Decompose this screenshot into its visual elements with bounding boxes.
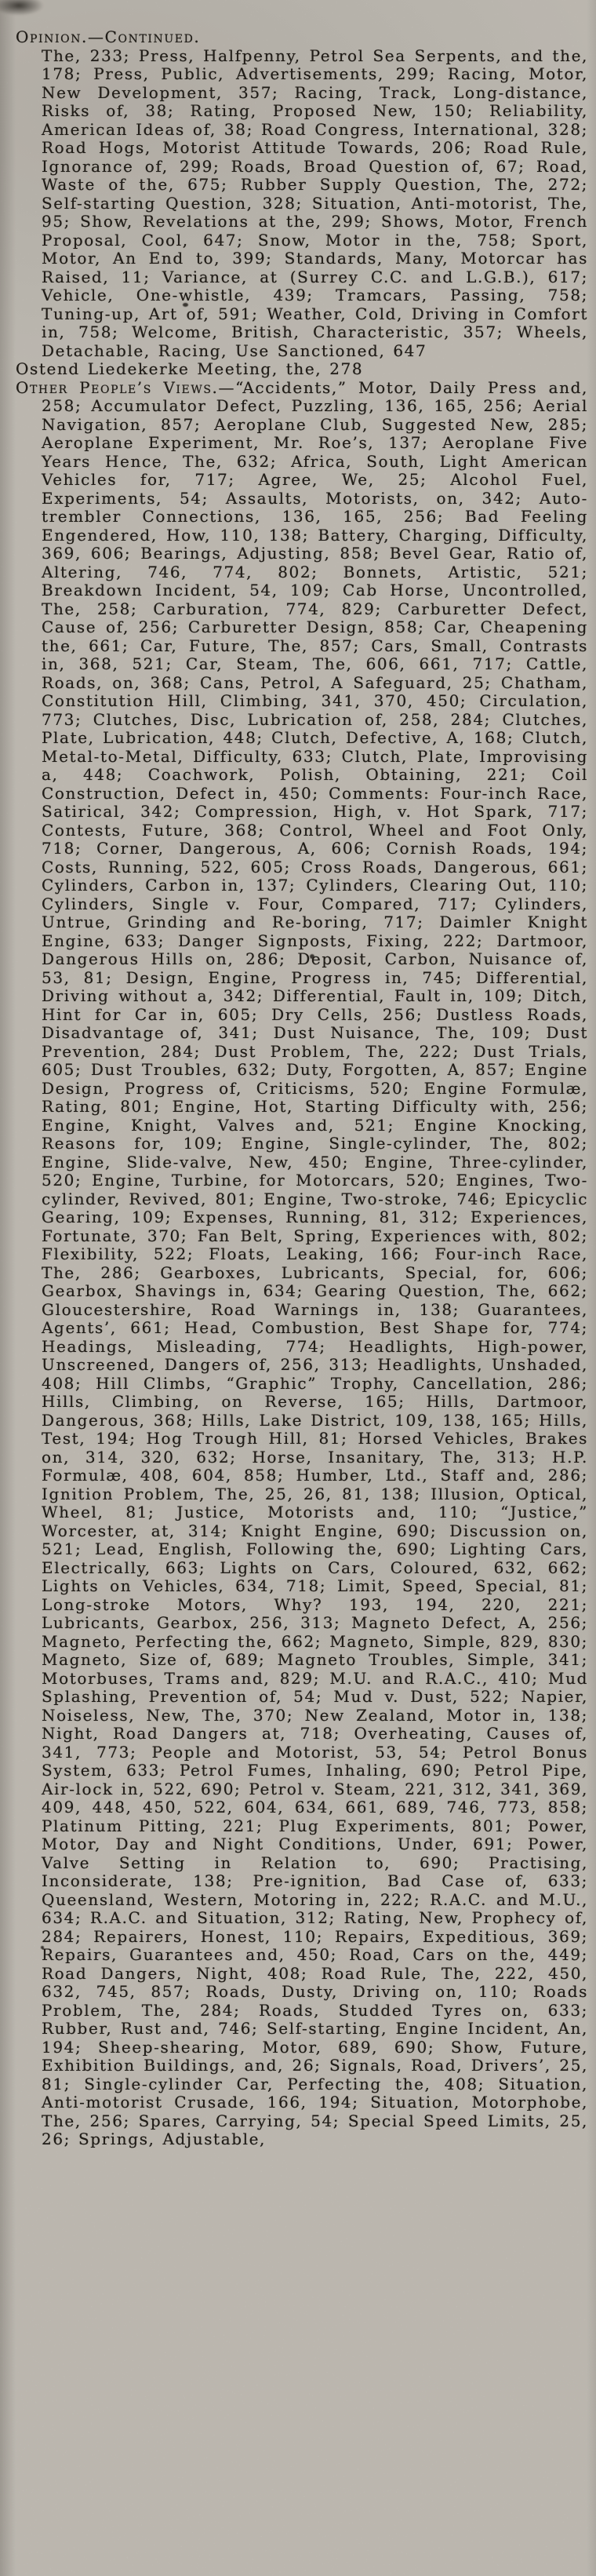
- entry-heading-opinion: Opinion.—Continued.: [16, 27, 201, 46]
- entry-body-other-peoples-views: “Accidents,” Motor, Daily Press and, 258; Accumulator Defect, Puzzling, 136, 165, 256; Aerial Navigation, 857; Aeroplane Club, Suggested New, 285; Aeroplane Experiment, Mr. Roe’s, 137; Aeroplane Five Years Hence, The, 632; Africa, South, Light American Vehicles for, 717; Agree, We, 25; Alcohol Fuel, Experiments, 54; Assaults, Motorists, on, 342; Auto-trembler Connections, 136, 165, 256; Bad Feeling Engendered, How, 110, 138; Battery, Charging, Difficulty, 369, 606; Bearings, Adjusting, 858; Bevel Gear, Ratio of, Altering, 746, 774, 802; Bonnets, Artistic, 521; Breakdown Incident, 54, 109; Cab Horse, Uncontrolled, The, 258; Carburation, 774, 829; Carburetter Defect, Cause of, 256; Carburetter Design, 858; Car, Cheapening the, 661; Car, Future, The, 857; Cars, Small, Contrasts in, 368, 521; Car, Steam, The, 606, 661, 717; Cattle, Roads, on, 368; Cans, Petrol, A Safeguard, 25; Chatham, Constitution Hill, Climbing, 341, 370, 450; Circulation, 773; Clutches, Disc, Lubrication of, 258, 284; Clutches, Plate, Lubrication, 448; Clutch, Defective, A, 168; Clutch, Metal-to-Metal, Difficulty, 633; Clutch, Plate, Improvising a, 448; Coachwork, Polish, Obtaining, 221; Coil Construction, Defect in, 450; Comments: Four-inch Race, Satirical, 342; Compression, High, v. Hot Spark, 717; Contests, Future, 368; Control, Wheel and Foot Only, 718; Corner, Dangerous, A, 606; Cornish Roads, 194; Costs, Running, 522, 605; Cross Roads, Dangerous, 661; Cylinders, Carbon in, 137; Cylinders, Clearing Out, 110; Cylinders, Single v. Four, Compared, 717; Cylinders, Untrue, Grinding and Re-boring, 717; Daimler Knight Engine, 633; Danger Signposts, Fixing, 222; Dartmoor, Dangerous Hills on, 286; Deposit, Carbon, Nuisance of, 53, 81; Design, Engine, Progress in, 745; Differential, Driving without a, 342; Differential, Fault in, 109; Ditch, Hint for Car in, 605; Dry Cells, 256; Dustless Roads, Disadvantage of, 341; Dust Nuisance, The, 109; Dust Prevention, 284; Dust Problem, The, 222; Dust Trials, 605; Dust Troubles, 632; Duty, Forgotten, A, 857; Engine Design, Progress of, Criticisms, 520; Engine Formulæ, Rating, 801; Engine, Hot, Starting Difficulty with, 256; Engine, Knight, Valves and, 521; Engine Knocking, Reasons for, 109; Engine, Single-cylinder, The, 802; Engine, Slide-valve, New, 450; Engine, Three-cylinder, 520; Engine, Turbine, for Motorcars, 520; Engines, Two-cylinder, Revived, 801; Engine, Two-stroke, 746; Epicyclic Gearing, 109; Expenses, Running, 81, 312; Experiences, Fortunate, 370; Fan Belt, Spring, Experiences with, 802; Flexibility, 522; Floats, Leaking, 166; Four-inch Race, The, 286; Gearboxes, Lubricants, Special, for, 606; Gearbox, Shavings in, 634; Gearing Question, The, 662; Gloucestershire, Road Warnings in, 138; Guarantees, Agents’, 661; Head, Combustion, Best Shape for, 774; Headings, Misleading, 774; Headlights, High-power, Unscreened, Dangers of, 256, 313; Headlights, Unshaded, 408; Hill Climbs, “Graphic” Trophy, Cancellation, 286; Hills, Climbing, on Reverse, 165; Hills, Dartmoor, Dangerous, 368; Hills, Lake District, 109, 138, 165; Hills, Test, 194; Hog Trough Hill, 81; Horsed Vehicles, Brakes on, 314, 320, 632; Horse, Insanitary, The, 313; H.P. Formulæ, 408, 604, 858; Humber, Ltd., Staff and, 286; Ignition Problem, The, 25, 26, 81, 138; Illusion, Optical, Wheel, 81; Justice, Motorists and, 110; “Justice,” Worcester, at, 314; Knight Engine, 690; Discussion on, 521; Lead, English, Following the, 690; Lighting Cars, Electrically, 663; Lights on Cars, Coloured, 632, 662; Lights on Vehicles, 634, 718; Limit, Speed, Special, 81; Long-stroke Motors, Why? 193, 194, 220, 221; Lubricants, Gearbox, 256, 313; Magneto Defect, A, 256; Magneto, Perfecting the, 662; Magneto, Simple, 829, 830; Magneto, Size of, 689; Magneto Troubles, Simple, 341; Motorbuses, Trams and, 829; M.U. and R.A.C., 410; Mud Splashing, Prevention of, 54; Mud v. Dust, 522; Napier, Noiseless, New, The, 370; New Zealand, Motor in, 138; Night, Road Dangers at, 718; Overheating, Causes of, 341, 773; People and Motorist, 53, 54; Petrol Bonus System, 633; Petrol Fumes, Inhaling, 690; Petrol Pipe, Air-lock in, 522, 690; Petrol v. Steam, 221, 312, 341, 369, 409, 448, 450, 522, 604, 634, 661, 689, 746, 773, 858; Platinum Pitting, 221; Plug Experiments, 801; Power, Motor, Day and Night Conditions, Under, 691; Power, Valve Setting in Relation to, 690; Practising, Inconsiderate, 138; Pre-ignition, Bad Case of, 633; Queensland, Western, Motoring in, 222; R.A.C. and M.U., 634; R.A.C. and Situation, 312; Rating, New, Prophecy of, 284; Repairers, Honest, 110; Repairs, Expeditious, 369; Repairs, Guarantees and, 450; Road, Cars on the, 449; Road Dangers, Night, 408; Road Rule, The, 222, 450, 632, 745, 857; Roads, Dusty, Driving on, 110; Roads Problem, The, 284; Roads, Studded Tyres on, 633; Rubber, Rust and, 746; Self-starting, Engine Incident, An, 194; Sheep-shearing, Motor, 689, 690; Show, Future, Exhibition Buildings, and, 26; Signals, Road, Drivers’, 25, 81; Single-cylinder Car, Perfecting the, 408; Situation, Anti-motorist Crusade, 166, 194; Situation, Motorphobe, The, 256; Spares, Carrying, 54; Special Speed Limits, 25, 26; Springs, Adjustable,: [42, 377, 588, 2148]
- scan-smudge: [0, 0, 44, 16]
- index-entry-other-peoples-views: [16, 379, 588, 2149]
- index-column: [16, 28, 588, 2149]
- entry-body-opinion: The, 233; Press, Halfpenny, Petrol Sea Serpents, and the, 178; Press, Public, Advertisements, 299; Racing, Motor, New Development, 357; Racing, Track, Long-distance, Risks of, 38; Rating, Proposed New, 150; Reliability, American Ideas of, 38; Road Congress, International, 328; Road Hogs, Motorist Attitude Towards, 206; Road Rule, Ignorance of, 299; Roads, Broad Question of, 67; Road, Waste of the, 675; Rubber Supply Question, The, 272; Self-starting Question, 328; Situation, Anti-motorist, The, 95; Show, Revelations at the, 299; Shows, Motor, French Proposal, Cool, 647; Snow, Motor in the, 758; Sport, Motor, An End to, 399; Standards, Many, Motorcar has Raised, 11; Variance, at (Surrey C.C. and L.G.B.), 617; Vehicle, One-whistle, 439; Tramcars, Passing, 758; Tuning-up, Art of, 591; Weather, Cold, Driving in Comfort in, 758; Welcome, British, Characteristic, 357; Wheels, Detachable, Racing, Use Sanctioned, 647: [42, 46, 588, 360]
- entry-heading-other-peoples-views: Other People’s Views.—: [16, 377, 236, 397]
- index-entry-opinion: [16, 28, 588, 360]
- index-entry-ostend: Ostend Liedekerke Meeting, the, 278: [16, 359, 364, 378]
